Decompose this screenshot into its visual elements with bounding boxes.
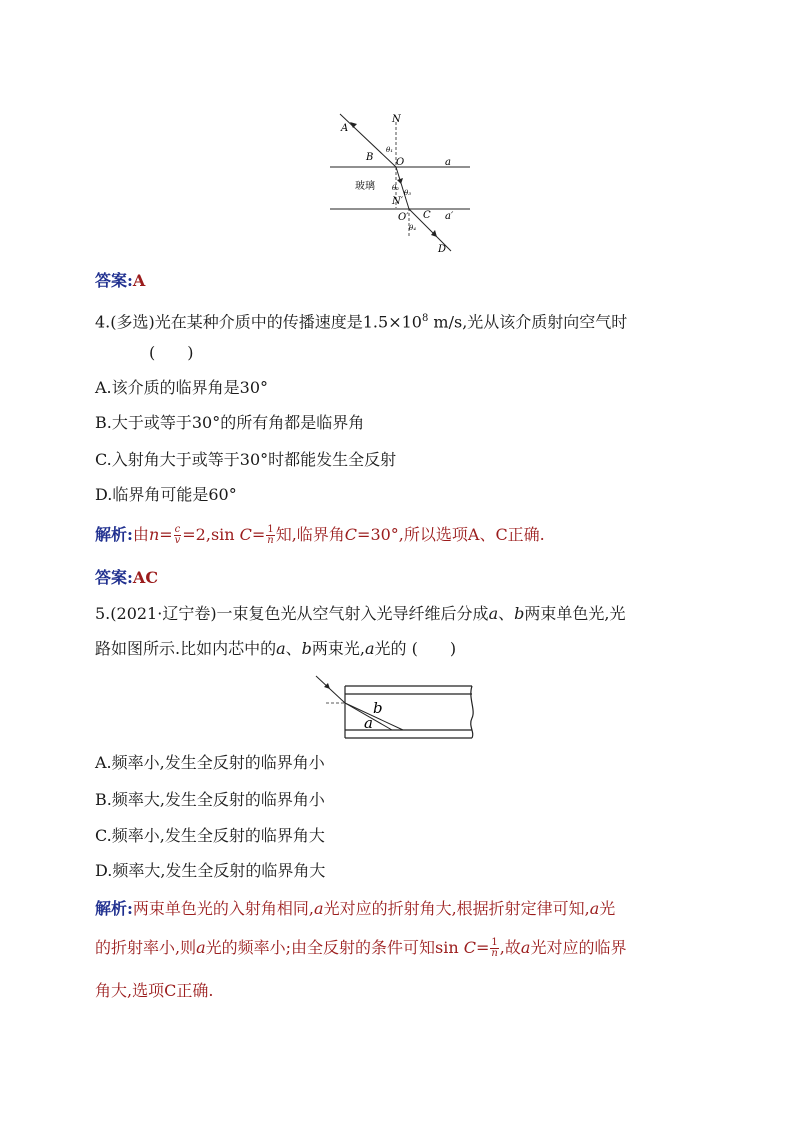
answer-value: A <box>132 271 146 290</box>
answer-label: 答案: <box>95 271 133 290</box>
fraction-c-over-v <box>174 525 182 546</box>
q4-stem-suffix: m/s,光从该介质射向空气时 <box>428 312 628 332</box>
analysis-text: 两束单色光的入射角相同, <box>132 899 315 918</box>
q5-stem-text: 路如图所示.比如内芯中的 <box>95 639 277 658</box>
frac-den: n <box>491 948 498 959</box>
analysis-text: 光的频率小;由全反射的条件可知sin <box>205 938 464 957</box>
analysis-label: 解析: <box>95 525 133 544</box>
q5-stem-text: 两束光, <box>311 639 365 658</box>
q5-option-c: C.频率小,发生全反射的临界角大 <box>95 826 325 845</box>
frac-den: n <box>267 535 274 546</box>
label-A: A <box>341 123 349 134</box>
q5-option-d: D.频率大,发生全反射的临界角大 <box>95 861 326 880</box>
var-a: a <box>589 899 600 918</box>
q4-answer <box>95 567 158 589</box>
label-Nprime: N′ <box>392 196 404 207</box>
label-theta3: θ₃ <box>404 189 412 197</box>
q5-analysis-line1 <box>95 898 615 920</box>
q5-analysis-line2 <box>95 937 626 959</box>
analysis-text: 由 <box>132 525 149 544</box>
analysis-var-n: n <box>148 525 160 544</box>
analysis-text: 光对应的折射角大,根据折射定律可知, <box>323 899 590 918</box>
q4-option-a: A.该介质的临界角是30° <box>95 378 269 397</box>
q5-option-a: A.频率小,发生全反射的临界角小 <box>95 753 325 772</box>
analysis-var-C: C <box>463 938 477 957</box>
analysis-eq: = <box>251 525 266 544</box>
var-b: b <box>301 639 312 658</box>
analysis-text: 的折射率小,则 <box>95 938 197 957</box>
var-a: a <box>365 639 375 658</box>
label-B: B <box>366 152 374 163</box>
q3-answer <box>95 270 145 292</box>
analysis-var-C: C <box>239 525 252 544</box>
fiber-label-b: b <box>373 699 383 717</box>
fiber-label-a: a <box>364 714 373 732</box>
label-theta4: θ₄ <box>409 224 417 232</box>
var-a: a <box>276 639 286 658</box>
q4-analysis <box>95 524 545 546</box>
q5-stem-text: 5.(2021·辽宁卷)一束复色光从空气射入光导纤维后分成 <box>95 604 489 623</box>
label-aprime: a′ <box>445 211 454 222</box>
q4-blank: ( ) <box>149 343 194 362</box>
analysis-text: =2,sin <box>182 525 240 544</box>
analysis-text: =30°,所以选项A、C正确. <box>357 525 545 544</box>
var-a: a <box>520 938 531 957</box>
q4-stem-line1 <box>95 308 627 333</box>
analysis-text: 知,临界角 <box>275 525 345 544</box>
analysis-text: 光对应的临界 <box>530 938 627 957</box>
label-D: D <box>438 244 447 255</box>
analysis-var-C: C <box>344 525 358 544</box>
analysis-eq: = <box>159 525 173 544</box>
fraction-1-over-n <box>266 525 274 546</box>
optical-fiber-figure <box>312 672 482 742</box>
q4-stem-sup: 8 <box>421 313 429 324</box>
q5-stem-text: 光的 ( ) <box>374 639 457 658</box>
q5-stem-text: 、 <box>285 639 302 658</box>
label-glass: 玻璃 <box>355 181 375 192</box>
label-theta1: θ₁ <box>386 146 394 154</box>
var-b: b <box>514 604 525 623</box>
q5-analysis-line3: 角大,选项C正确. <box>95 981 214 1000</box>
q4-option-b: B.大于或等于30°的所有角都是临界角 <box>95 413 365 432</box>
fraction-1-over-n <box>490 938 498 959</box>
q5-stem-text: 、 <box>498 604 515 623</box>
var-a: a <box>488 604 499 623</box>
answer-value: AC <box>132 568 159 587</box>
label-C: C <box>423 210 431 221</box>
q5-stem-line2 <box>95 638 456 660</box>
frac-num: 1 <box>491 937 498 948</box>
q5-stem-line1 <box>95 603 625 625</box>
frac-num: c <box>174 524 181 535</box>
q5-option-b: B.频率大,发生全反射的临界角小 <box>95 790 325 809</box>
refraction-glass-figure <box>325 108 475 258</box>
analysis-text: ,故 <box>499 938 521 957</box>
analysis-text: 光 <box>599 899 616 918</box>
q4-option-d: D.临界角可能是60° <box>95 485 237 504</box>
answer-label: 答案: <box>95 568 133 587</box>
q4-stem-text: 4.(多选)光在某种介质中的传播速度是1.5×10 <box>95 312 422 332</box>
label-O: O <box>396 157 405 168</box>
frac-den: v <box>174 535 181 546</box>
label-theta2: θ₂ <box>392 184 400 192</box>
frac-num: 1 <box>267 524 274 535</box>
analysis-eq: = <box>476 938 490 957</box>
label-N: N <box>392 114 401 125</box>
analysis-label: 解析: <box>95 899 133 918</box>
q5-stem-text: 两束单色光,光 <box>524 604 626 623</box>
q4-option-c: C.入射角大于或等于30°时都能发生全反射 <box>95 450 397 469</box>
var-a: a <box>196 938 206 957</box>
label-a: a <box>445 157 451 168</box>
var-a: a <box>314 899 324 918</box>
label-Oprime: O′ <box>398 212 409 223</box>
